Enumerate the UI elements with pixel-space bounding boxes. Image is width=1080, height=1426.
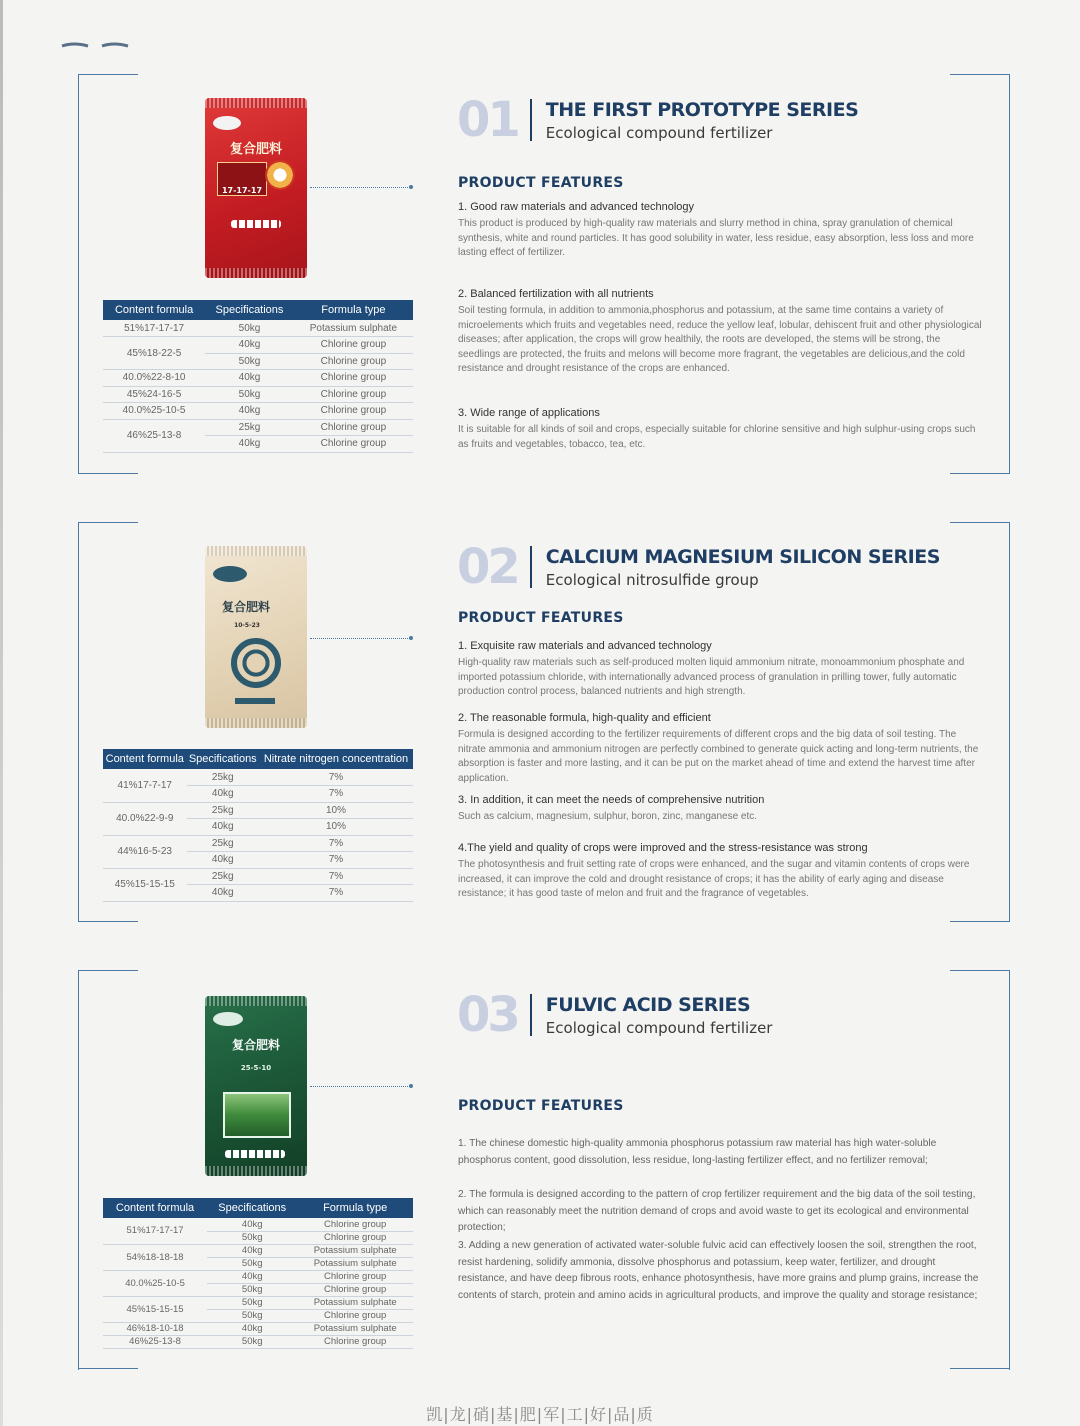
cell-spec: 40kg — [205, 403, 294, 420]
cell-spec: 40kg — [205, 370, 294, 387]
cell-spec: 25kg — [187, 868, 259, 885]
cell-spec: 40kg — [187, 885, 259, 902]
cell-spec: 40kg — [205, 436, 294, 453]
bag-formula: 25-5-10 — [240, 1064, 272, 1072]
series-subtitle: Ecological compound fertilizer — [545, 123, 773, 142]
series-subtitle: Ecological compound fertilizer — [545, 1018, 773, 1037]
footer-slogan: 凯|龙|硝|基|肥|军|工|好|品|质 — [426, 1405, 654, 1424]
cell-spec: 50kg — [207, 1231, 297, 1244]
cell-formula: 45%18-22-5 — [103, 337, 205, 370]
cell-nitrate: 7% — [259, 868, 413, 885]
cell-type: Chlorine group — [294, 419, 413, 436]
bag-product-name: 复合肥料 — [221, 600, 270, 614]
cell-formula: 45%15-15-15 — [103, 1296, 207, 1322]
series-header — [457, 987, 773, 1043]
table-row — [103, 320, 413, 337]
cell-type: Chlorine group — [294, 337, 413, 354]
frame-corner — [950, 970, 1010, 1370]
spec-table — [103, 300, 413, 453]
feature-item — [458, 288, 983, 377]
frame-corner — [78, 1368, 138, 1369]
feature-text: This product is produced by high-quality raw materials and slurry method in china, spray granulation of chemical synthesis, white and round particles. It has good solubility in water, less residue, easy absorption, less loss and more lasting effect of fertilizer. — [458, 218, 974, 258]
cell-spec: 25kg — [187, 835, 259, 852]
logo-icon — [213, 1012, 243, 1026]
cell-spec: 50kg — [205, 320, 294, 337]
table-row — [103, 1322, 413, 1335]
feature-heading: 2. Balanced fertilization with all nutrients — [458, 288, 654, 300]
cell-spec: 25kg — [187, 769, 259, 786]
table-row — [103, 1296, 413, 1309]
feature-heading: 3. In addition, it can meet the needs of comprehensive nutrition — [458, 794, 765, 806]
cell-type: Chlorine group — [297, 1335, 413, 1348]
cell-spec: 40kg — [187, 786, 259, 803]
cell-spec: 50kg — [207, 1296, 297, 1309]
feature-text: 3. Adding a new generation of activated water-soluble fulvic acid can effectively loosen the soil, strengthen the root, resist hardening, solidify ammonia, dissolve phosphorus and potassium, keep water, fertilizer, and drought resistance, and have deep fibrous roots, enhance photosynthesis, have more grains and plump grains, increase the contents of starch, protein and amino acids in agricultural products, and improve the quality and storage resistance; — [458, 1240, 979, 1301]
cell-type: Chlorine group — [297, 1218, 413, 1231]
cell-spec: 50kg — [207, 1309, 297, 1322]
cell-spec: 25kg — [187, 802, 259, 819]
table-row — [103, 419, 413, 436]
frame-corner — [950, 921, 1010, 922]
table-row — [103, 802, 413, 819]
cell-type: Chlorine group — [294, 353, 413, 370]
feature-item — [458, 407, 983, 452]
cell-nitrate: 7% — [259, 835, 413, 852]
cell-spec: 40kg — [207, 1244, 297, 1257]
col-header: Content formula — [103, 1198, 207, 1218]
cell-type: Potassium sulphate — [297, 1244, 413, 1257]
cell-nitrate: 10% — [259, 802, 413, 819]
feature-item — [458, 1238, 983, 1304]
feature-heading: 1. Good raw materials and advanced technology — [458, 201, 695, 213]
cell-type: Potassium sulphate — [297, 1322, 413, 1335]
cell-spec: 40kg — [187, 852, 259, 869]
feature-heading: 1. Exquisite raw materials and advanced technology — [458, 640, 712, 652]
cell-type: Chlorine group — [297, 1309, 413, 1322]
feature-text: Such as calcium, magnesium, sulphur, boron, zinc, manganese etc. — [458, 811, 758, 822]
features-heading: PRODUCT FEATURES — [458, 1098, 624, 1114]
table-row — [103, 868, 413, 885]
series-subtitle: Ecological nitrosulfide group — [545, 570, 759, 589]
bag-product-name: 复合肥料 — [231, 1038, 280, 1052]
cell-type: Chlorine group — [297, 1231, 413, 1244]
cell-type: Chlorine group — [294, 370, 413, 387]
cell-type: Chlorine group — [294, 436, 413, 453]
cell-spec: 50kg — [205, 353, 294, 370]
table-row — [103, 1270, 413, 1283]
table-row — [103, 386, 413, 403]
series-title: CALCIUM MAGNESIUM SILICON SERIES — [545, 545, 940, 568]
cell-formula: 40.0%25-10-5 — [103, 403, 205, 420]
frame-corner — [78, 921, 138, 922]
series-title: FULVIC ACID SERIES — [545, 993, 751, 1016]
feature-text: 2. The formula is designed according to the pattern of crop fertilizer requirement and the big data of the soil testing, which can reasonably meet the nutrition demand of crops and avoid waste to get its ecological and environmental protection; — [458, 1189, 976, 1233]
col-header: Specifications — [205, 300, 294, 320]
feature-item — [458, 201, 983, 261]
col-header: Specifications — [207, 1198, 297, 1218]
cell-formula: 40.0%25-10-5 — [103, 1270, 207, 1296]
cell-formula: 40.0%22-9-9 — [103, 802, 187, 835]
divider — [530, 994, 532, 1036]
feature-item — [458, 1136, 983, 1169]
feature-item — [458, 1187, 983, 1237]
table-row — [103, 1218, 413, 1231]
cell-formula: 51%17-17-17 — [103, 1218, 207, 1244]
cell-nitrate: 7% — [259, 885, 413, 902]
col-header: Formula type — [297, 1198, 413, 1218]
cell-spec: 50kg — [205, 386, 294, 403]
emblem-graphic — [231, 638, 281, 688]
cell-spec: 40kg — [187, 819, 259, 836]
connector-line — [310, 187, 410, 188]
cell-spec: 50kg — [207, 1283, 297, 1296]
feature-heading: 2. The reasonable formula, high-quality and efficient — [458, 712, 711, 724]
cell-spec: 40kg — [205, 337, 294, 354]
field-photo — [223, 1092, 291, 1138]
cell-formula: 40.0%22-8-10 — [103, 370, 205, 387]
logo-icon — [213, 116, 241, 130]
feature-heading: 4.The yield and quality of crops were improved and the stress-resistance was strong — [458, 842, 868, 854]
connector-line — [310, 638, 410, 639]
table-row — [103, 1335, 413, 1348]
cell-nitrate: 7% — [259, 786, 413, 803]
series-title: THE FIRST PROTOTYPE SERIES — [545, 98, 859, 121]
feature-item — [458, 842, 983, 902]
col-header: Formula type — [294, 300, 413, 320]
bag-formula: 10-5-23 — [234, 622, 260, 629]
spec-table — [103, 749, 413, 902]
cell-formula: 46%25-13-8 — [103, 419, 205, 452]
cell-type: Potassium sulphate — [297, 1257, 413, 1270]
bag-badges — [231, 220, 281, 228]
series-number: 03 — [457, 987, 518, 1043]
table-row — [103, 403, 413, 420]
col-header: Content formula — [103, 749, 187, 769]
cell-nitrate: 7% — [259, 769, 413, 786]
cell-spec: 40kg — [207, 1270, 297, 1283]
cell-type: Potassium sulphate — [297, 1296, 413, 1309]
cell-type: Chlorine group — [294, 403, 413, 420]
table-row — [103, 337, 413, 354]
features-heading: PRODUCT FEATURES — [458, 610, 624, 626]
feature-text: The photosynthesis and fruit setting rate of crops were enhanced, and the sugar and vitamin contents of crops were increased, it can improve the cold and drought resistance of crops; it has the ability of early aging and disease resistance; it has good taste of melon and fruit and the fragrance of vegetables. — [458, 859, 970, 899]
series-header — [457, 92, 859, 148]
cell-nitrate: 7% — [259, 852, 413, 869]
feature-text: Soil testing formula, in addition to ammonia,phosphorus and potassium, at the same time contains a variety of microelements which fruits and vegetables need, reduce the yellow leaf, lobular, dehiscent fruit and other physiological diseases; after application, the crops will grow healthily, the roots are developed, the stems will be strong, the seedlings are protected, the fruits and melons will become more fragrant, the vegetables are delicious,and the cold resistance and drought resistance of the crops are enhanced. — [458, 305, 982, 374]
cell-formula: 46%18-10-18 — [103, 1322, 207, 1335]
logo-icon — [213, 566, 247, 582]
series-number: 02 — [457, 539, 518, 595]
spec-table — [103, 1198, 413, 1349]
cell-formula: 54%18-18-18 — [103, 1244, 207, 1270]
table-row — [103, 835, 413, 852]
fertilizer-bag-image — [205, 98, 307, 278]
fruit-graphic — [265, 160, 295, 190]
bag-formula: 17-17-17 — [221, 186, 263, 195]
feature-text: High-quality raw materials such as self-produced molten liquid ammonium nitrate, monoammonium phosphate and imported potassium chloride, with internationally advanced process of granulation in prilling tower, fully automatic production control process, balanced nutrients and high strength. — [458, 657, 965, 697]
table-row — [103, 1244, 413, 1257]
frame-corner — [950, 473, 1010, 474]
cell-spec: 40kg — [207, 1218, 297, 1231]
cell-formula: 41%17-7-17 — [103, 769, 187, 802]
cell-nitrate: 10% — [259, 819, 413, 836]
cell-spec: 50kg — [207, 1257, 297, 1270]
bag-product-name: 复合肥料 — [229, 142, 282, 157]
page-edge-shadow — [0, 0, 3, 1426]
features-heading: PRODUCT FEATURES — [458, 175, 624, 191]
table-row — [103, 370, 413, 387]
fertilizer-bag-image — [205, 996, 307, 1176]
cell-spec: 40kg — [207, 1322, 297, 1335]
divider — [530, 99, 532, 141]
cell-type: Chlorine group — [294, 386, 413, 403]
cell-type: Chlorine group — [297, 1283, 413, 1296]
divider — [530, 546, 532, 588]
feature-text: Formula is designed according to the fertilizer requirements of different crops and the big data of soil testing. The nitrate ammonia and ammonium nitrogen are perfectly combined to generate quick acting and long-term nutrients, the absorption is faster and more lasting, and it can be put on the market ahead of time and extend the harvest time after application. — [458, 729, 979, 784]
cell-formula: 44%16-5-23 — [103, 835, 187, 868]
cell-type: Chlorine group — [297, 1270, 413, 1283]
cell-type: Potassium sulphate — [294, 320, 413, 337]
col-header: Specifications — [187, 749, 259, 769]
cell-formula: 45%15-15-15 — [103, 868, 187, 901]
bag-badges — [225, 1150, 285, 1158]
feature-text: It is suitable for all kinds of soil and crops, especially suitable for chlorine sensitive and high sulphur-using crops such as fruits and vegetables, tobacco, tea, etc. — [458, 424, 976, 450]
bag-badges — [235, 698, 275, 704]
series-header — [457, 539, 940, 595]
cell-formula: 51%17-17-17 — [103, 320, 205, 337]
series-number: 01 — [457, 92, 518, 148]
fertilizer-bag-image — [205, 546, 307, 728]
feature-heading: 3. Wide range of applications — [458, 407, 600, 419]
cell-spec: 25kg — [205, 419, 294, 436]
feature-item — [458, 794, 983, 825]
feature-item — [458, 712, 983, 786]
table-row — [103, 769, 413, 786]
feature-text: 1. The chinese domestic high-quality ammonia phosphorus potassium raw material has high water-soluble phosphorus content, good dissolution, less residue, long-lasting fertilizer effect, and no fertilizer removal; — [458, 1138, 937, 1166]
feature-item — [458, 640, 983, 700]
frame-corner — [950, 1368, 1010, 1369]
cell-formula: 45%24-16-5 — [103, 386, 205, 403]
col-header: Content formula — [103, 300, 205, 320]
cell-formula: 46%25-13-8 — [103, 1335, 207, 1348]
decorative-marks — [60, 40, 130, 50]
col-header: Nitrate nitrogen concentration — [259, 749, 413, 769]
connector-line — [310, 1086, 410, 1087]
cell-spec: 50kg — [207, 1335, 297, 1348]
frame-corner — [78, 473, 138, 474]
